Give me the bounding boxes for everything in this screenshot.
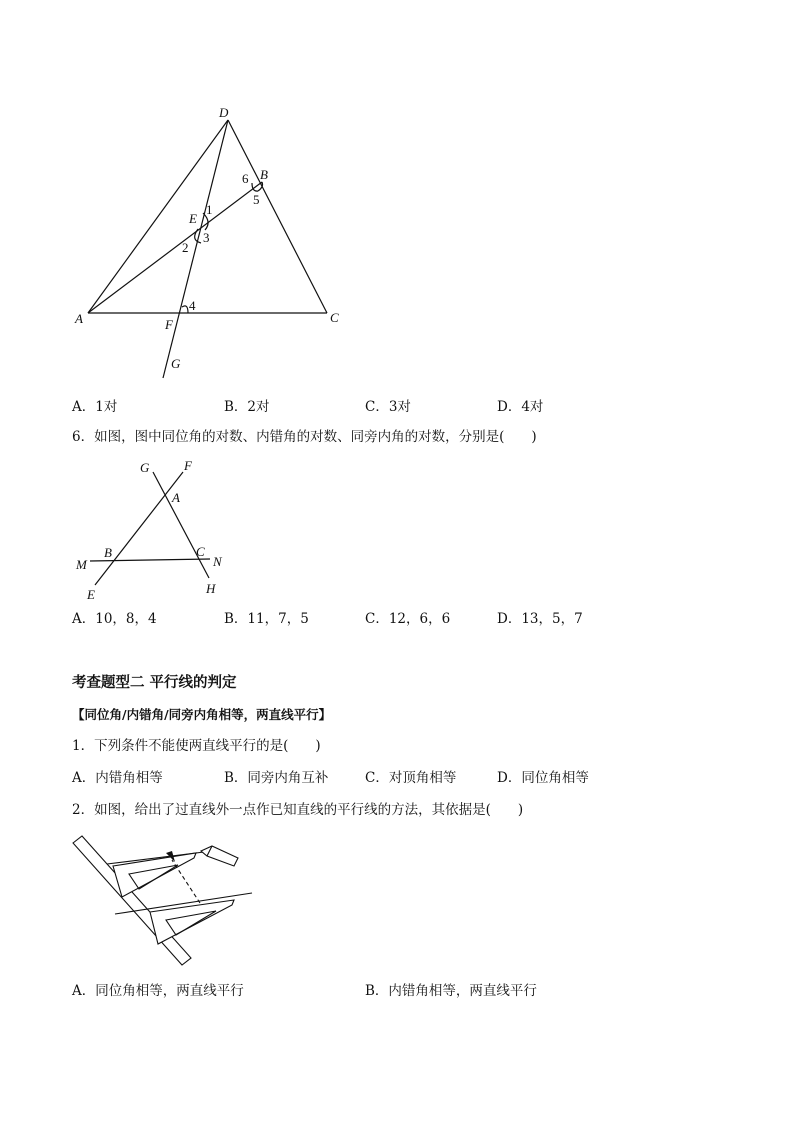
q6-option-a[interactable]: A．10，8，4 <box>72 611 157 627</box>
q6-option-b[interactable]: B．11，7，5 <box>224 611 309 627</box>
q6-option-d[interactable]: D．13，5，7 <box>497 611 583 627</box>
label-B: B <box>104 545 112 560</box>
q2-option-b[interactable]: B．内错角相等，两直线平行 <box>365 983 537 999</box>
q5-option-c[interactable]: C．3对 <box>365 399 411 415</box>
label-G: G <box>140 460 150 475</box>
pencil <box>201 846 238 866</box>
q1-option-a[interactable]: A．内错角相等 <box>72 770 163 786</box>
label-C: C <box>330 310 339 325</box>
label-N: N <box>213 554 222 569</box>
q5-option-b[interactable]: B．2对 <box>224 399 270 415</box>
line-FE <box>95 472 183 585</box>
label-angle-4: 4 <box>189 298 196 313</box>
figure-intersecting-lines <box>0 450 260 605</box>
label-A: A <box>75 311 83 326</box>
label-B: B <box>260 167 268 182</box>
question-1-text: 1．下列条件不能使两直线平行的是( ) <box>72 738 321 754</box>
label-angle-5: 5 <box>253 192 260 207</box>
q5-option-a[interactable]: A．1对 <box>72 399 118 415</box>
line-GH <box>153 472 209 578</box>
label-angle-6: 6 <box>242 171 249 186</box>
q1-option-d[interactable]: D．同位角相等 <box>497 770 589 786</box>
angle-arc-4 <box>182 306 188 313</box>
label-C: C <box>196 544 205 559</box>
q2-option-a[interactable]: A．同位角相等，两直线平行 <box>72 983 244 999</box>
translation-path <box>172 860 200 903</box>
set-square-upper <box>113 853 196 897</box>
figure-ruler-set-square <box>0 820 270 970</box>
q1-option-b[interactable]: B．同旁内角互补 <box>224 770 329 786</box>
label-F: F <box>184 458 192 473</box>
label-M: M <box>76 557 87 572</box>
label-D: D <box>219 105 229 120</box>
label-angle-3: 3 <box>203 230 210 245</box>
label-H: H <box>206 581 216 596</box>
line-AB <box>88 182 262 313</box>
q5-option-d[interactable]: D．4对 <box>497 399 544 415</box>
label-angle-1: 1 <box>206 202 213 217</box>
section-title: 考查题型二 平行线的判定 <box>72 674 237 691</box>
label-E: E <box>87 587 95 602</box>
label-A: A <box>172 490 180 505</box>
q6-option-c[interactable]: C．12，6，6 <box>365 611 451 627</box>
line-DC <box>228 120 327 313</box>
label-F: F <box>165 317 173 332</box>
label-angle-2: 2 <box>182 240 189 255</box>
label-E: E <box>189 211 197 226</box>
question-6-text: 6．如图，图中同位角的对数、内错角的对数、同旁内角的对数，分别是( ) <box>72 429 537 445</box>
question-2-text: 2．如图，给出了过直线外一点作已知直线的平行线的方法，其依据是( ) <box>72 802 524 818</box>
section-subtitle: 【同位角/内错角/同旁内角相等，两直线平行】 <box>72 707 332 722</box>
label-G: G <box>171 356 181 371</box>
figure-triangle-transversal <box>0 0 400 390</box>
q1-option-c[interactable]: C．对顶角相等 <box>365 770 457 786</box>
